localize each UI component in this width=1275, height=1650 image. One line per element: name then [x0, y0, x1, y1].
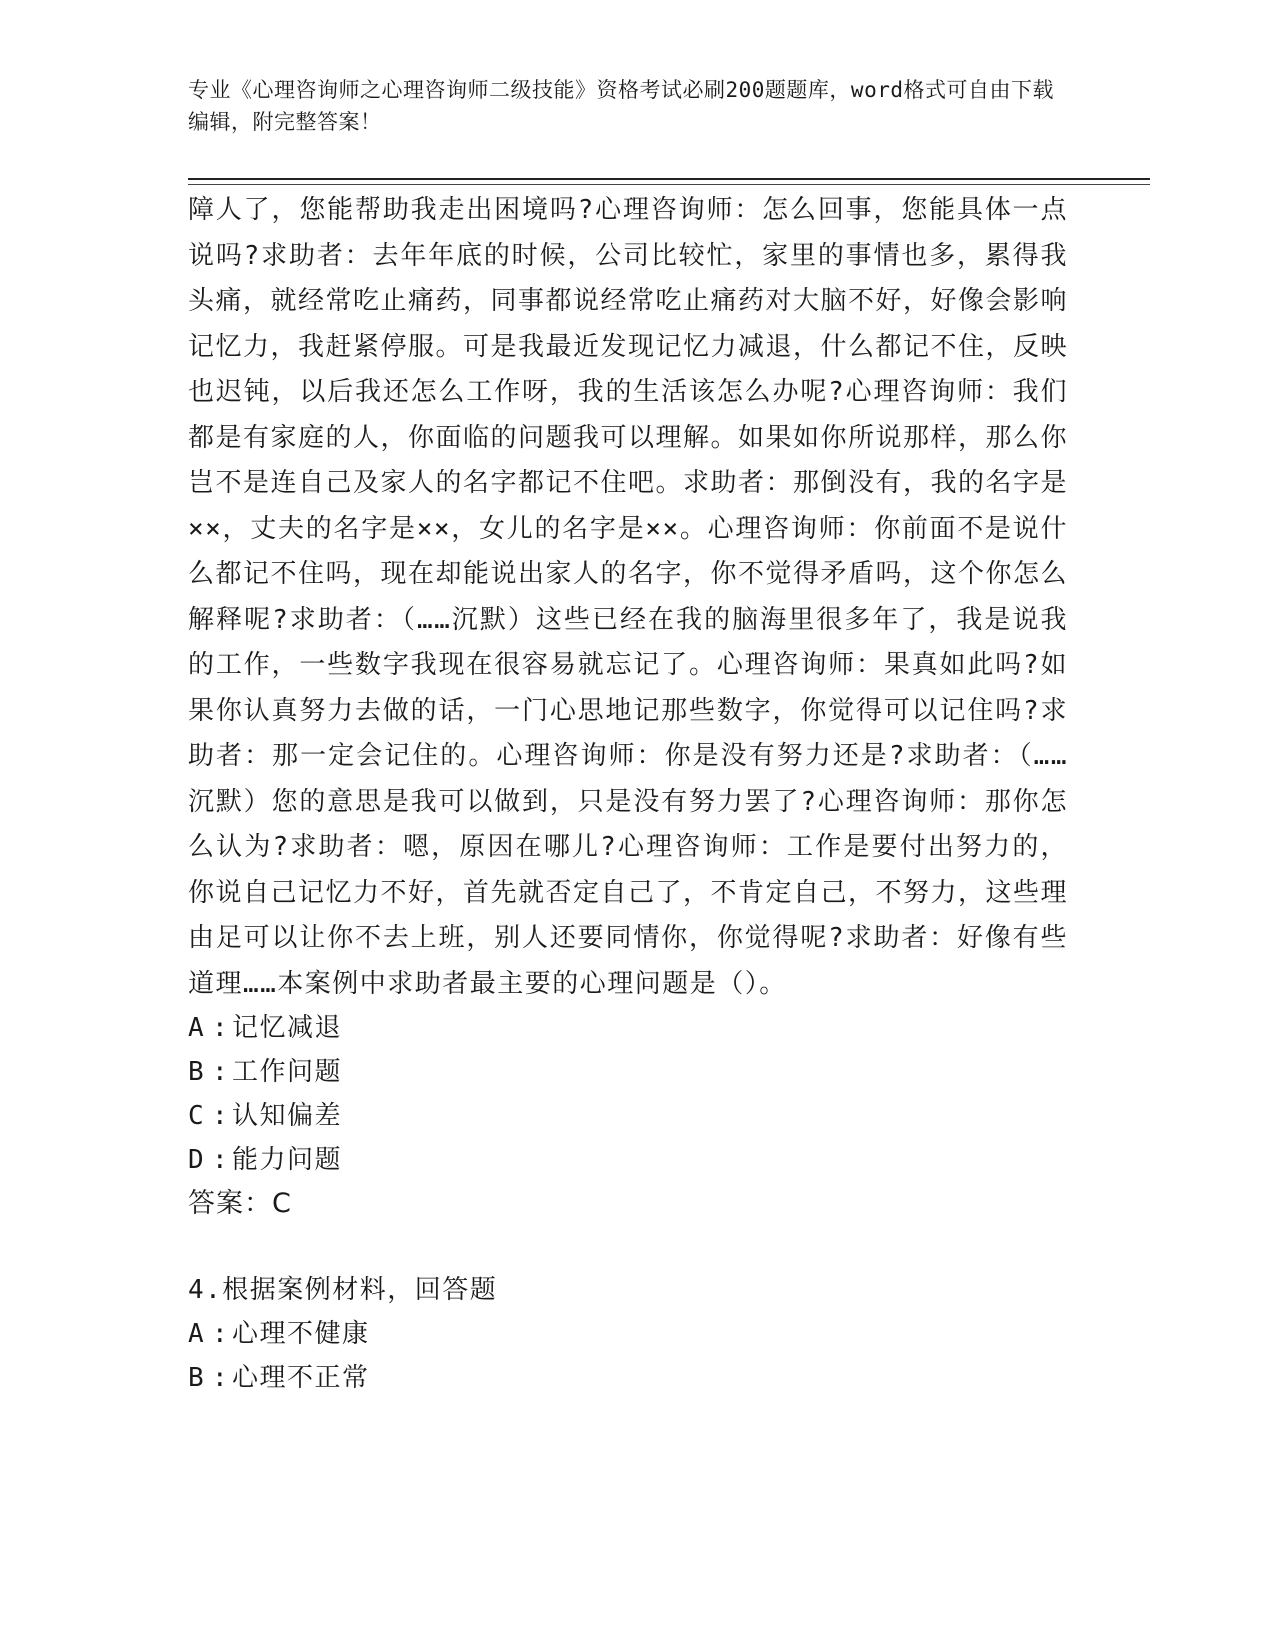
option-text: 记忆减退 [232, 1013, 343, 1043]
option-text: 工作问题 [232, 1057, 343, 1087]
q4-option-a [188, 1314, 370, 1354]
option-text: 能力问题 [232, 1145, 343, 1175]
header-rule-thin [188, 184, 1150, 185]
q3-option-c [188, 1096, 342, 1136]
option-letter: D [188, 1145, 206, 1175]
q4-option-b [188, 1358, 370, 1398]
option-text: 心理不健康 [232, 1319, 370, 1349]
option-letter: B [188, 1363, 206, 1393]
header-rule-thick [188, 178, 1150, 180]
q3-option-d [188, 1140, 342, 1180]
option-separator: : [212, 1319, 230, 1349]
option-letter: A [188, 1013, 206, 1043]
option-letter: C [188, 1101, 206, 1131]
question-3-stem: 障人了，您能帮助我走出困境吗?心理咨询师：怎么回事，您能具体一点说吗?求助者：去年年底的时候，公司比较忙，家里的事情也多，累得我头痛，就经常吃止痛药，同事都说经常吃止痛药对大脑不好，好像会影响记忆力，我赶紧停服。可是我最近发现记忆力减退，什么都记不住，反映也迟钝，以后我还怎么工作呀，我的生活该怎么办呢?心理咨询师：我们都是有家庭的人，你面临的问题我可以理解。如果如你所说那样，那么你岂不是连自己及家人的名字都记不住吧。求助者：那倒没有，我的名字是××，丈夫的名字是××，女儿的名字是××。心理咨询师：你前面不是说什么都记不住吗，现在却能说出家人的名字，你不觉得矛盾吗，这个你怎么解释呢?求助者：（……沉默）这些已经在我的脑海里很多年了，我是说我的工作，一些数字我现在很容易就忘记了。心理咨询师：果真如此吗?如果你认真努力去做的话，一门心思地记那些数字，你觉得可以记住吗?求助者：那一定会记住的。心理咨询师：你是没有努力还是?求助者：（……沉默）您的意思是我可以做到，只是没有努力罢了?心理咨询师：那你怎么认为?求助者：嗯，原因在哪儿?心理咨询师：工作是要付出努力的，你说自己记忆力不好，首先就否定自己了，不肯定自己，不努力，这些理由足可以让你不去上班，别人还要同情你，你觉得呢?求助者：好像有些道理……本案例中求助者最主要的心理问题是（）。 [188, 195, 1069, 999]
question-4-stem: 4.根据案例材料，回答题 [188, 1275, 498, 1305]
option-letter: A [188, 1319, 206, 1349]
option-separator: : [212, 1057, 230, 1087]
option-separator: : [212, 1363, 230, 1393]
q3-option-b [188, 1052, 342, 1092]
document-header: 专业《心理咨询师之心理咨询师二级技能》资格考试必刷200题题库，word格式可自由下载编辑，附完整答案！ [188, 78, 1054, 134]
option-separator: : [212, 1013, 230, 1043]
q3-option-a [188, 1008, 342, 1048]
option-separator: : [212, 1101, 230, 1131]
option-text: 心理不正常 [232, 1363, 370, 1393]
option-text: 认知偏差 [232, 1101, 343, 1131]
q3-answer: 答案：C [188, 1188, 292, 1219]
option-separator: : [212, 1145, 230, 1175]
option-letter: B [188, 1057, 206, 1087]
